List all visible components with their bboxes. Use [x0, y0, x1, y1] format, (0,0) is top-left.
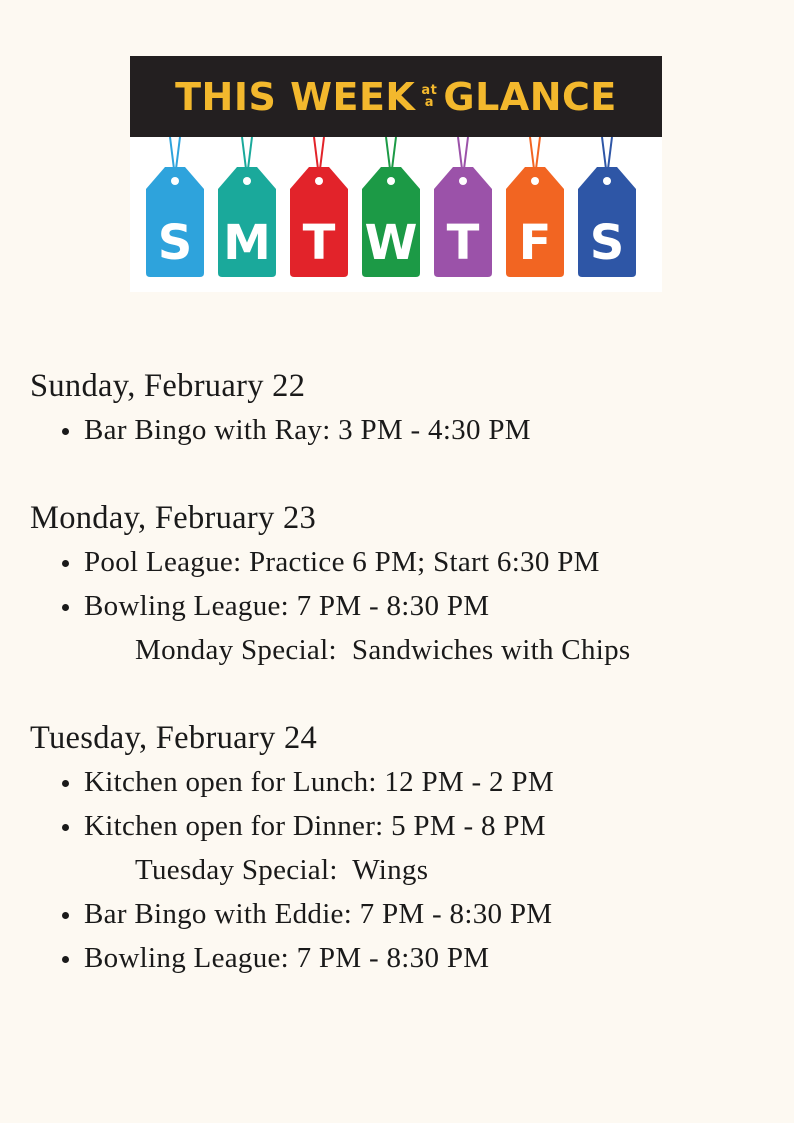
day-section [30, 364, 790, 452]
tag-letter: W [364, 215, 418, 271]
tag-hole [315, 177, 323, 185]
schedule [30, 364, 790, 1024]
day-tag [362, 137, 420, 277]
tag-hole [387, 177, 395, 185]
banner-title-right: GLANCE [443, 74, 617, 119]
tag-letter: S [589, 215, 625, 271]
tag-letter: T [446, 215, 480, 271]
tag-hole [459, 177, 467, 185]
day-heading: Monday, February 23 [30, 500, 317, 536]
day-tag [146, 137, 204, 277]
event-item: Bowling League: 7 PM - 8:30 PM [30, 584, 790, 628]
day-section [30, 716, 790, 980]
tag-letter: M [223, 215, 271, 271]
week-at-a-glance-banner [130, 56, 662, 292]
event-list [30, 540, 790, 672]
event-item: Bowling League: 7 PM - 8:30 PM [30, 936, 790, 980]
day-tag [218, 137, 276, 277]
banner-title-a: a [424, 94, 435, 110]
day-heading: Tuesday, February 24 [30, 720, 318, 756]
day-tag [290, 137, 348, 277]
event-item: Bar Bingo with Ray: 3 PM - 4:30 PM [30, 408, 790, 452]
tag-hole [531, 177, 539, 185]
tag-letter: T [302, 215, 336, 271]
day-section [30, 496, 790, 672]
tag-letter: S [157, 215, 193, 271]
day-heading: Sunday, February 22 [30, 368, 306, 404]
tag-hole [243, 177, 251, 185]
day-tag [506, 137, 564, 277]
event-item: Kitchen open for Dinner: 5 PM - 8 PM [30, 804, 790, 848]
tag-letter: F [518, 215, 552, 271]
daily-special: Tuesday Special: Wings [135, 854, 429, 886]
banner-title-at: at [421, 82, 438, 98]
event-item: Bar Bingo with Eddie: 7 PM - 8:30 PM [30, 892, 790, 936]
day-tag [434, 137, 492, 277]
banner-title-left: THIS WEEK [175, 74, 416, 119]
banner-title [130, 56, 662, 137]
event-item: Kitchen open for Lunch: 12 PM - 2 PM [30, 760, 790, 804]
tag-hole [171, 177, 179, 185]
event-item: Pool League: Practice 6 PM; Start 6:30 PM [30, 540, 790, 584]
day-tags-graphic [130, 137, 662, 292]
event-list [30, 760, 790, 980]
banner-title-at-a [421, 82, 438, 110]
day-tags [130, 137, 662, 292]
event-list [30, 408, 790, 452]
tag-hole [603, 177, 611, 185]
day-tag [578, 137, 636, 277]
daily-special: Monday Special: Sandwiches with Chips [135, 634, 631, 666]
